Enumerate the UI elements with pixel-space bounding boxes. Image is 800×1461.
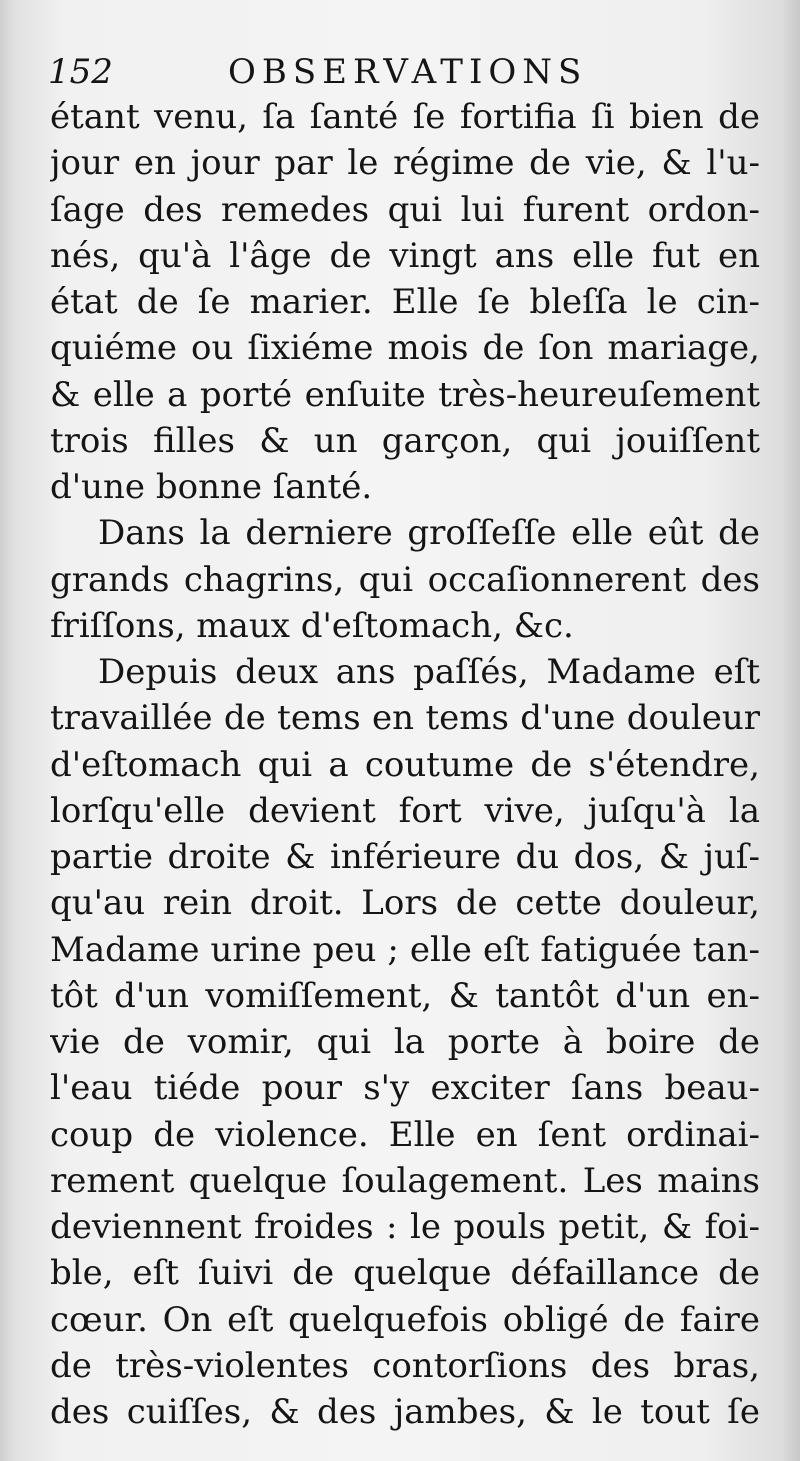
text-line: coup de violence. Elle en ſent ordinai-	[50, 1114, 760, 1155]
text-line: deviennent froides : le pouls petit, & foi-	[50, 1207, 760, 1247]
text-line: partie droite & inférieure du dos, & juſ-	[50, 837, 760, 877]
text-line: jour en jour par le régime de vie, & l'u-	[50, 143, 760, 184]
text-line: ble, eſt ſuivi de quelque défaillance de	[50, 1253, 760, 1294]
body-text	[50, 94, 760, 1435]
text-line: travaillée de tems en tems d'une douleur	[50, 698, 760, 739]
text-line: rement quelque ſoulagement. Les mains	[50, 1160, 760, 1201]
text-line: trois filles & un garçon, qui jouiſſent	[50, 420, 760, 461]
text-line: Dans la derniere groſſeſſe elle eût de	[98, 513, 760, 554]
text-line: vie de vomir, qui la porte à boire de	[50, 1022, 760, 1062]
text-line: état de ſe marier. Elle ſe bleſſa le cin-	[50, 282, 760, 322]
text-line: d'une bonne ſanté.	[50, 467, 373, 507]
page-gutter-shadow	[0, 0, 14, 1461]
text-line: ſage des remedes qui lui furent ordon-	[50, 189, 760, 230]
text-line: friſſons, maux d'eſtomach, &c.	[50, 605, 574, 646]
text-line: & elle a porté enſuite très-heureuſement	[50, 374, 760, 415]
text-line: tôt d'un vomiſſement, & tantôt d'un en-	[50, 975, 760, 1016]
page-edge-shadow	[782, 0, 800, 1461]
text-line: des cuiſſes, & des jambes, & le tout ſe	[50, 1392, 760, 1432]
text-line: de très-violentes contorſions des bras,	[50, 1345, 760, 1386]
text-line: quiéme ou ſixiéme mois de ſon mariage,	[50, 328, 760, 369]
text-line: qu'au rein droit. Lors de cette douleur,	[50, 883, 760, 924]
text-line: Madame urine peu ; elle eſt fatiguée tan-	[50, 929, 760, 970]
text-line: lorſqu'elle devient fort vive, juſqu'à la	[50, 790, 760, 831]
text-line: l'eau tiéde pour s'y exciter ſans beau-	[50, 1068, 760, 1109]
text-line: cœur. On eſt quelquefois obligé de faire	[50, 1299, 760, 1340]
text-line: nés, qu'à l'âge de vingt ans elle fut en	[50, 235, 760, 276]
text-line: grands chagrins, qui occaſionnerent des	[50, 559, 760, 600]
page-number: 152	[48, 52, 113, 92]
text-line: étant venu, ſa ſanté ſe fortifia ſi bien de	[50, 97, 760, 137]
text-line: Depuis deux ans paſſés, Madame eſt	[98, 652, 760, 692]
running-head: OBSERVATIONS	[228, 52, 588, 92]
text-line: d'eſtomach qui a coutume de s'étendre,	[50, 744, 760, 785]
